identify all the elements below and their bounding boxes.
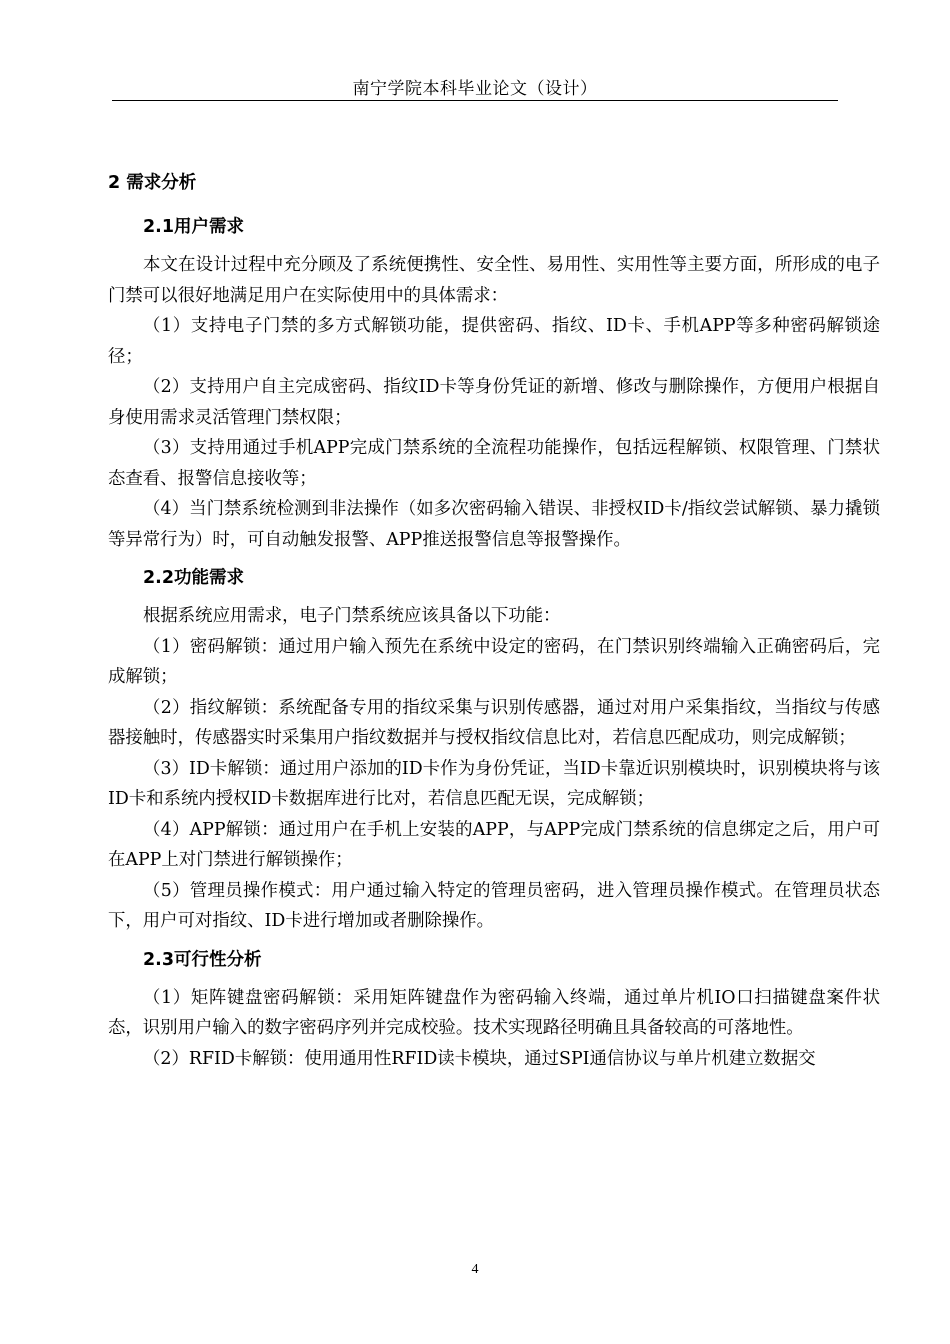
paragraph: （2）RFID卡解锁：使用通用性RFID读卡模块，通过SPI通信协议与单片机建立数据交 [143,1048,816,1069]
paragraph: （3）ID卡解锁：通过用户添加的ID卡作为身份凭证，当ID卡靠近识别模块时，识别模块将与该ID卡和系统内授权ID卡数据库进行比对，若信息匹配无误，完成解锁； [108,758,880,809]
section-user-requirements [108,212,880,555]
section-functional-requirements [108,563,880,937]
paragraph: （1）矩阵键盘密码解锁：采用矩阵键盘作为密码输入终端，通过单片机IO口扫描键盘案件状态，识别用户输入的数字密码序列并完成校验。技术实现路径明确且具备较高的可落地性。 [108,987,880,1038]
paragraph: （3）支持用通过手机APP完成门禁系统的全流程功能操作，包括远程解锁、权限管理、门禁状态查看、报警信息接收等； [108,438,880,489]
paragraph: （4）APP解锁：通过用户在手机上安装的APP，与APP完成门禁系统的信息绑定之后，用户可在APP上对门禁进行解锁操作； [108,819,880,870]
page-number: 4 [471,1262,479,1277]
page-header-title: 南宁学院本科毕业论文（设计） [352,79,598,99]
paragraph: （2）支持用户自主完成密码、指纹ID卡等身份凭证的新增、修改与删除操作，方便用户根据自身使用需求灵活管理门禁权限； [108,377,880,428]
chapter-heading: 2 需求分析 [108,173,197,193]
paragraph: （1）密码解锁：通过用户输入预先在系统中设定的密码，在门禁识别终端输入正确密码后，完成解锁； [108,636,880,687]
section-feasibility-analysis [108,945,880,1075]
paragraph: （5）管理员操作模式：用户通过输入特定的管理员密码，进入管理员操作模式。在管理员状态下，用户可对指纹、ID卡进行增加或者删除操作。 [108,880,880,931]
document-body [108,168,880,1074]
section-heading: 2.3可行性分析 [143,949,262,970]
paragraph: （1）支持电子门禁的多方式解锁功能，提供密码、指纹、ID卡、手机APP等多种密码解锁途径； [108,316,880,367]
paragraph: 根据系统应用需求，电子门禁系统应该具备以下功能： [143,606,561,626]
paragraph: （2）指纹解锁：系统配备专用的指纹采集与识别传感器，通过对用户采集指纹，当指纹与传感器接触时，传感器实时采集用户指纹数据并与授权指纹信息比对，若信息匹配成功，则完成解锁； [108,697,880,748]
paragraph: （4）当门禁系统检测到非法操作（如多次密码输入错误、非授权ID卡/指纹尝试解锁、暴力撬锁等异常行为）时，可自动触发报警、APP推送报警信息等报警操作。 [108,499,880,550]
paragraph: 本文在设计过程中充分顾及了系统便携性、安全性、易用性、实用性等主要方面，所形成的电子门禁可以很好地满足用户在实际使用中的具体需求： [108,255,880,306]
section-heading: 2.2功能需求 [143,568,245,588]
header-divider [112,100,838,101]
section-heading: 2.1用户需求 [143,217,245,237]
